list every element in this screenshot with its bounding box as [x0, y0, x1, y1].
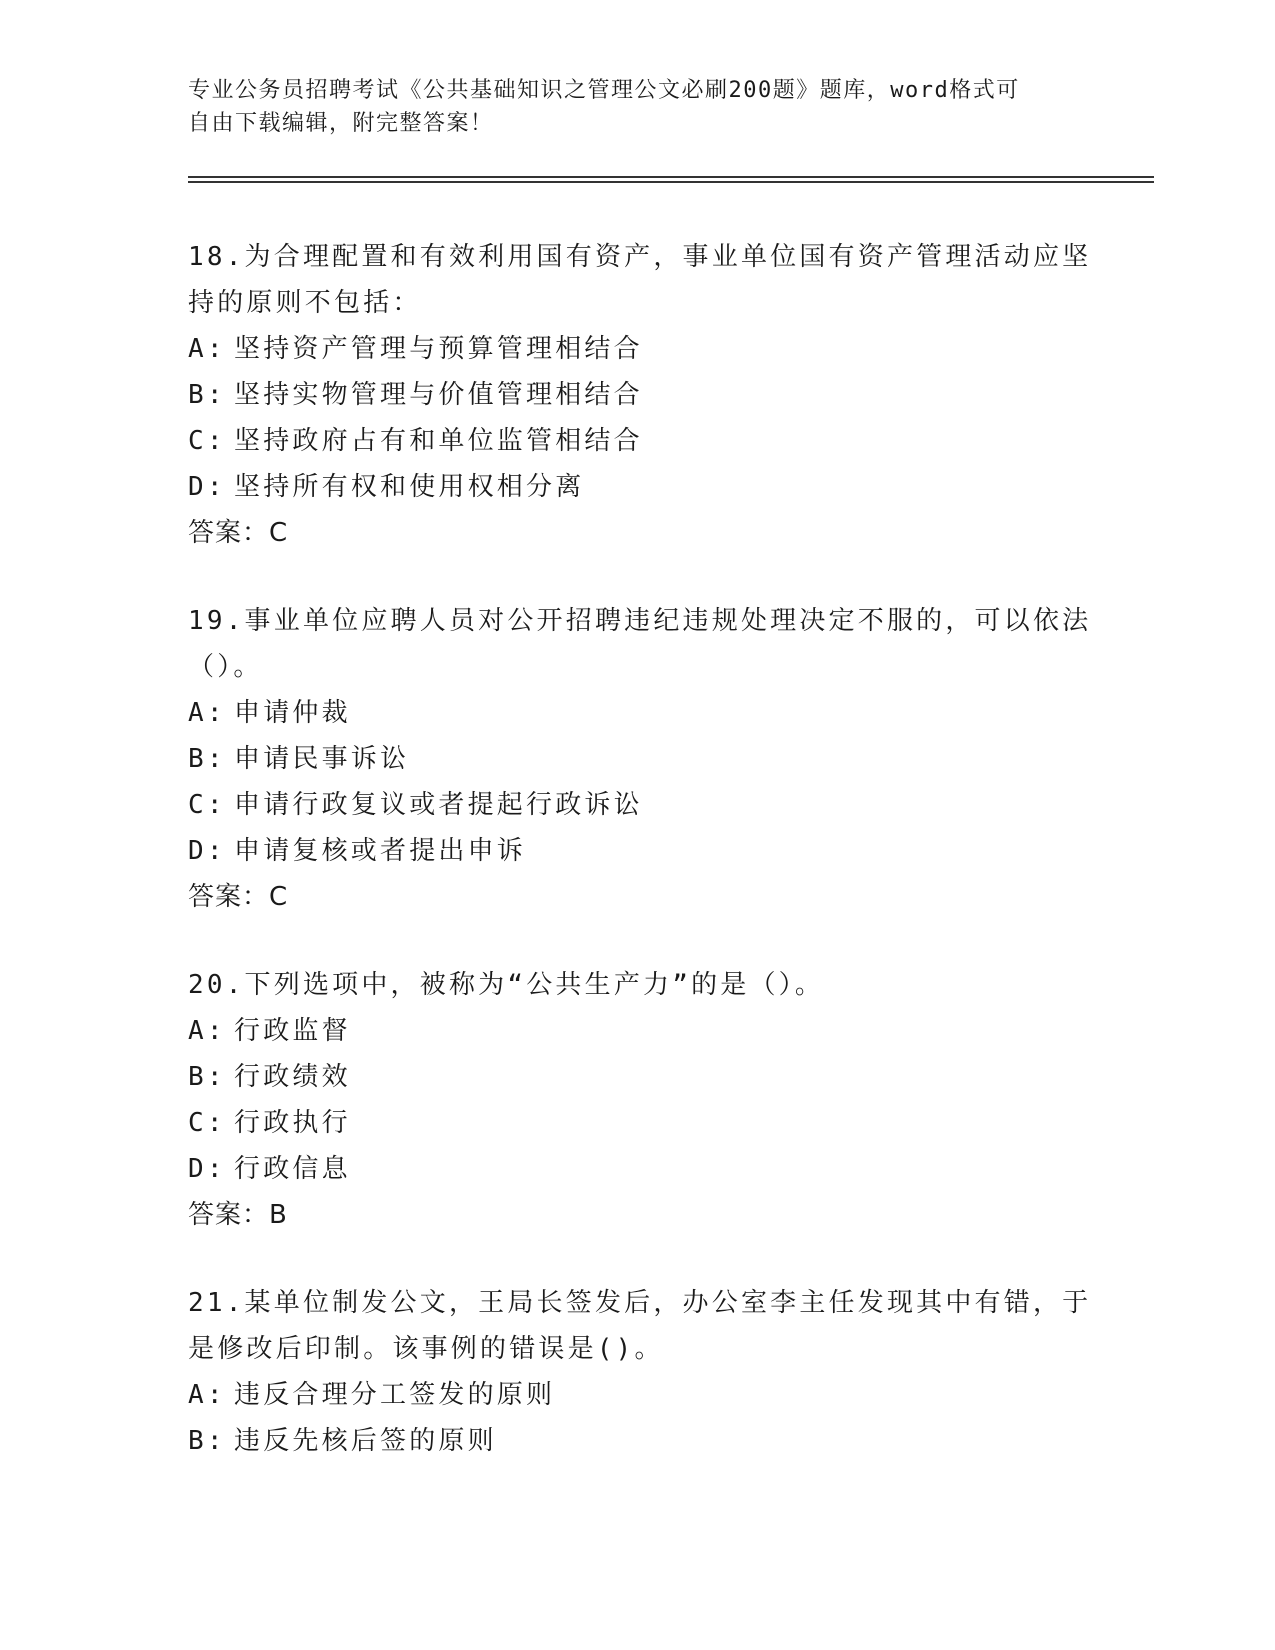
stem-line: 是修改后印制。该事例的错误是()。	[188, 1334, 664, 1364]
option-c	[188, 782, 1088, 828]
option-text: 违反先核后签的原则	[234, 1426, 497, 1456]
option-text: 行政执行	[234, 1108, 351, 1138]
option-key: A:	[188, 698, 226, 728]
option-d	[188, 828, 1088, 874]
option-key: B:	[188, 1426, 226, 1456]
option-key: B:	[188, 380, 226, 410]
option-text: 违反合理分工签发的原则	[234, 1380, 556, 1410]
option-key: A:	[188, 1380, 226, 1410]
answer-line: 答案：C	[188, 882, 289, 912]
option-text: 坚持政府占有和单位监管相结合	[234, 426, 643, 456]
option-c	[188, 1100, 1088, 1146]
option-a	[188, 1372, 1088, 1418]
option-text: 坚持资产管理与预算管理相结合	[234, 334, 643, 364]
option-d	[188, 464, 1088, 510]
question-21	[188, 1280, 1092, 1464]
question-stem	[188, 234, 1092, 326]
question-19	[188, 598, 1092, 920]
option-text: 申请仲裁	[234, 698, 351, 728]
option-b	[188, 736, 1088, 782]
option-key: C:	[188, 426, 226, 456]
stem-line: 21.某单位制发公文，王局长签发后，办公室李主任发现其中有错，于	[188, 1288, 1092, 1318]
option-b	[188, 372, 1088, 418]
answer-line: 答案：B	[188, 1200, 288, 1230]
option-c	[188, 418, 1088, 464]
option-b	[188, 1054, 1088, 1100]
option-text: 坚持所有权和使用权相分离	[234, 472, 585, 502]
option-b	[188, 1418, 1088, 1464]
option-text: 申请民事诉讼	[234, 744, 410, 774]
option-text: 行政信息	[234, 1154, 351, 1184]
option-a	[188, 690, 1088, 736]
document-header	[188, 74, 1088, 140]
question-stem	[188, 962, 1088, 1008]
option-d	[188, 1146, 1088, 1192]
header-divider-top	[188, 176, 1154, 178]
option-text: 申请复核或者提出申诉	[234, 836, 527, 866]
question-18	[188, 234, 1092, 556]
option-key: B:	[188, 744, 226, 774]
stem-line: （）。	[188, 652, 263, 682]
option-text: 申请行政复议或者提起行政诉讼	[234, 790, 643, 820]
option-text: 行政绩效	[234, 1062, 351, 1092]
stem-line: 20.下列选项中，被称为“公共生产力”的是（）。	[188, 970, 825, 1000]
option-a	[188, 1008, 1088, 1054]
option-key: B:	[188, 1062, 226, 1092]
option-key: A:	[188, 334, 226, 364]
stem-line: 19.事业单位应聘人员对公开招聘违纪违规处理决定不服的，可以依法	[188, 606, 1092, 636]
question-20	[188, 962, 1088, 1238]
option-text: 坚持实物管理与价值管理相结合	[234, 380, 643, 410]
option-key: C:	[188, 790, 226, 820]
header-divider-bottom	[188, 181, 1154, 183]
option-key: C:	[188, 1108, 226, 1138]
stem-line: 18.为合理配置和有效利用国有资产，事业单位国有资产管理活动应坚	[188, 242, 1092, 272]
answer-line: 答案：C	[188, 518, 289, 548]
option-key: D:	[188, 836, 226, 866]
option-key: A:	[188, 1016, 226, 1046]
option-key: D:	[188, 1154, 226, 1184]
header-line-2: 自由下载编辑，附完整答案！	[188, 111, 494, 136]
question-stem	[188, 598, 1092, 690]
option-a	[188, 326, 1088, 372]
option-text: 行政监督	[234, 1016, 351, 1046]
option-key: D:	[188, 472, 226, 502]
stem-line: 持的原则不包括：	[188, 288, 422, 318]
header-line-1: 专业公务员招聘考试《公共基础知识之管理公文必刷200题》题库，word格式可	[188, 78, 1020, 103]
question-stem	[188, 1280, 1092, 1372]
